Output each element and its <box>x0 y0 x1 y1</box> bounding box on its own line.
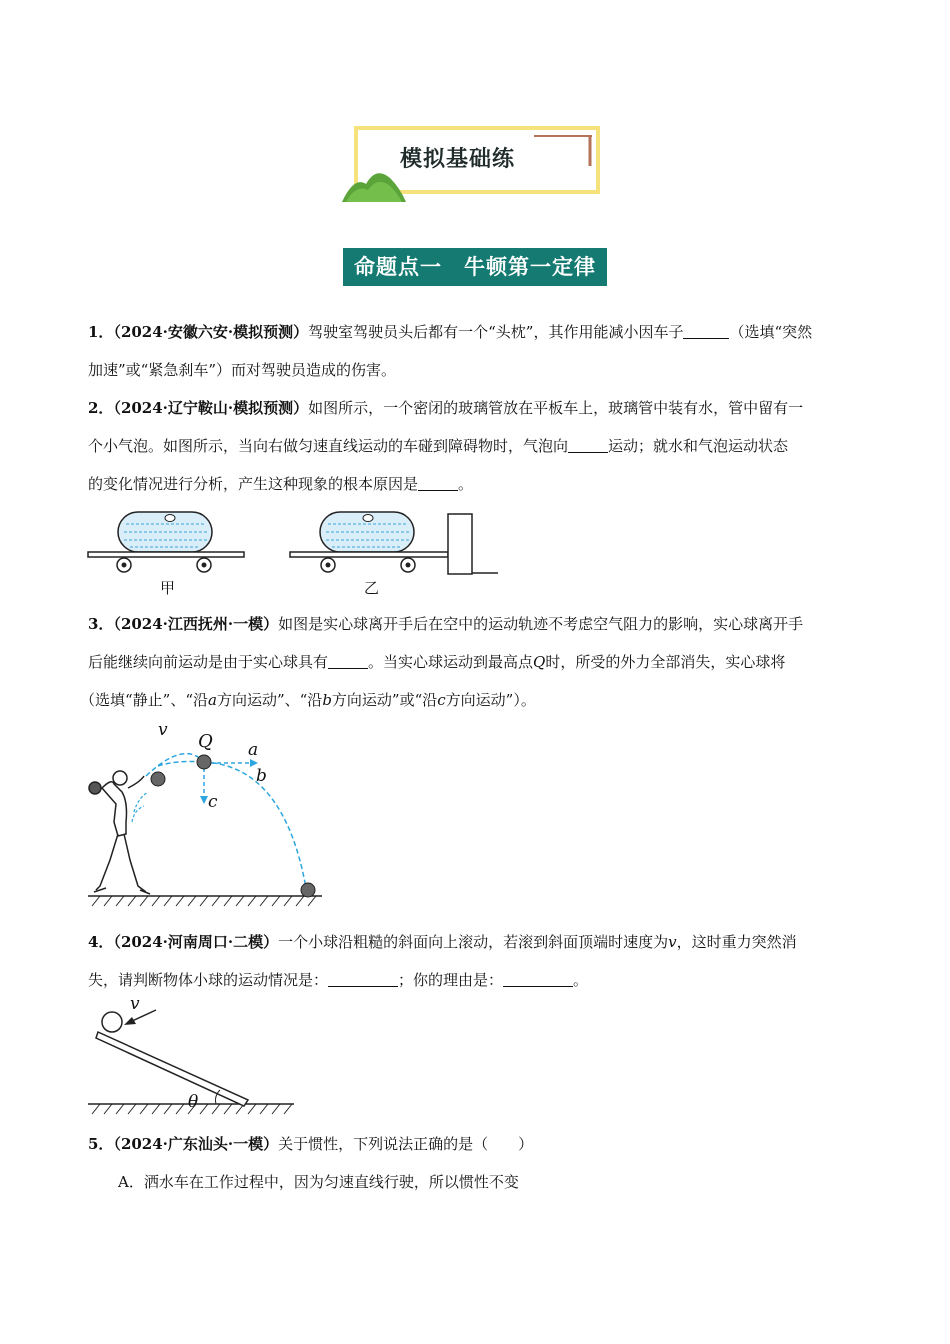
q4-source: （2024·河南周口·二模） <box>113 933 279 951</box>
section-title: 牛顿第一定律 <box>464 255 596 279</box>
q2-line3 <box>88 474 473 494</box>
q4-text-2b: ；你的理由是： <box>398 971 504 989</box>
q3-text-2c: 时，所受的外力全部消失，实心球将 <box>545 653 786 671</box>
q4-line1 <box>88 932 797 952</box>
q5-line1 <box>88 1134 533 1154</box>
q3-fig-b: b <box>256 766 267 786</box>
cart-yi <box>290 512 498 574</box>
q5-source: （2024·广东汕头·一模） <box>113 1135 279 1153</box>
q4-var-v: v <box>668 933 677 951</box>
q3-line2 <box>88 652 785 672</box>
q3-fig-v: v <box>158 720 168 740</box>
q1-line2: 加速”或“紧急刹车”）而对驾驶员造成的伤害。 <box>88 361 397 379</box>
q2-number: 2． <box>88 399 114 417</box>
q2-fig-label-yi: 乙 <box>364 579 380 597</box>
q2-line1 <box>88 398 803 418</box>
q5-stem: 关于惯性，下列说法正确的是（ ） <box>278 1135 534 1153</box>
q2-blank-1[interactable] <box>568 438 608 453</box>
q3-point-q: Q <box>533 653 546 671</box>
q2-line2 <box>88 436 788 456</box>
q3-text-1: 如图是实心球离开手后在空中的运动轨迹不考虑空气阻力的影响，实心球离开手 <box>278 615 804 633</box>
q3-text-2b: 。当实心球运动到最高点 <box>368 653 534 671</box>
q1-source: （2024·安徽六安·模拟预测） <box>113 323 309 341</box>
q2-blank-2[interactable] <box>418 476 458 491</box>
q4-fig-v: v <box>130 994 140 1014</box>
section-heading <box>343 248 607 286</box>
q4-text-2a: 失，请判断物体小球的运动情况是： <box>88 971 329 989</box>
q2-fig-label-jia: 甲 <box>160 579 176 597</box>
q3-fig-a: a <box>248 740 259 760</box>
q3-text-2a: 后能继续向前运动是由于实心球具有 <box>88 653 329 671</box>
banner-title: 模拟基础练 <box>400 147 516 172</box>
q1-blank[interactable] <box>683 324 729 339</box>
q4-text-2c: 。 <box>573 971 589 989</box>
q2-text-3b: 。 <box>458 475 474 493</box>
q3-blank[interactable] <box>328 654 368 669</box>
q3-text-3a: （选填“静止”、“沿 <box>80 691 209 709</box>
q1-text-a: 驾驶室驾驶员头后都有一个“头枕”，其作用能减小因车子 <box>308 323 684 341</box>
q5-number: 5． <box>88 1135 114 1153</box>
q3-number: 3． <box>88 615 114 633</box>
q3-figure <box>84 726 328 910</box>
q3-var-c: c <box>437 691 446 709</box>
q2-text-2a: 个小气泡。如图所示，当向右做匀速直线运动的车碰到障碍物时，气泡向 <box>88 437 569 455</box>
q3-text-3b: 方向运动”、“沿 <box>216 691 323 709</box>
q1-line1 <box>88 322 812 342</box>
q4-fig-theta: θ <box>188 1092 199 1112</box>
q2-text-2b: 运动；就水和气泡运动状态 <box>608 437 789 455</box>
q3-var-b: b <box>322 691 332 709</box>
q1-number: 1． <box>88 323 114 341</box>
section-label: 命题点一 <box>354 255 442 279</box>
q2-text-1: 如图所示，一个密闭的玻璃管放在平板车上，玻璃管中装有水，管中留有一 <box>308 399 804 417</box>
q3-fig-q: Q <box>198 731 213 752</box>
q2-text-3a: 的变化情况进行分析，产生这种现象的根本原因是 <box>88 475 419 493</box>
q4-line2 <box>88 970 588 990</box>
q4-text-1a: 一个小球沿粗糙的斜面向上滚动，若滚到斜面顶端时速度为 <box>278 933 669 951</box>
q3-source: （2024·江西抚州·一模） <box>113 615 279 633</box>
q3-var-a: a <box>208 691 217 709</box>
section-banner <box>340 122 606 204</box>
q1-text-b: （选填“突然 <box>729 323 813 341</box>
q3-line3 <box>80 690 536 710</box>
q3-fig-c: c <box>208 792 218 812</box>
q4-blank-1[interactable] <box>328 972 398 987</box>
cart-jia <box>88 512 244 572</box>
q3-line1 <box>88 614 803 634</box>
q4-blank-2[interactable] <box>503 972 573 987</box>
q2-figure <box>84 506 504 600</box>
q4-text-1b: ，这时重力突然消 <box>676 933 797 951</box>
q3-text-3c: 方向运动”或“沿 <box>331 691 438 709</box>
q4-number: 4． <box>88 933 114 951</box>
q2-source: （2024·辽宁鞍山·模拟预测） <box>113 399 309 417</box>
q3-text-3d: 方向运动”）。 <box>445 691 536 709</box>
q5-option-a[interactable]: A．洒水车在工作过程中，因为匀速直线行驶，所以惯性不变 <box>118 1173 519 1191</box>
